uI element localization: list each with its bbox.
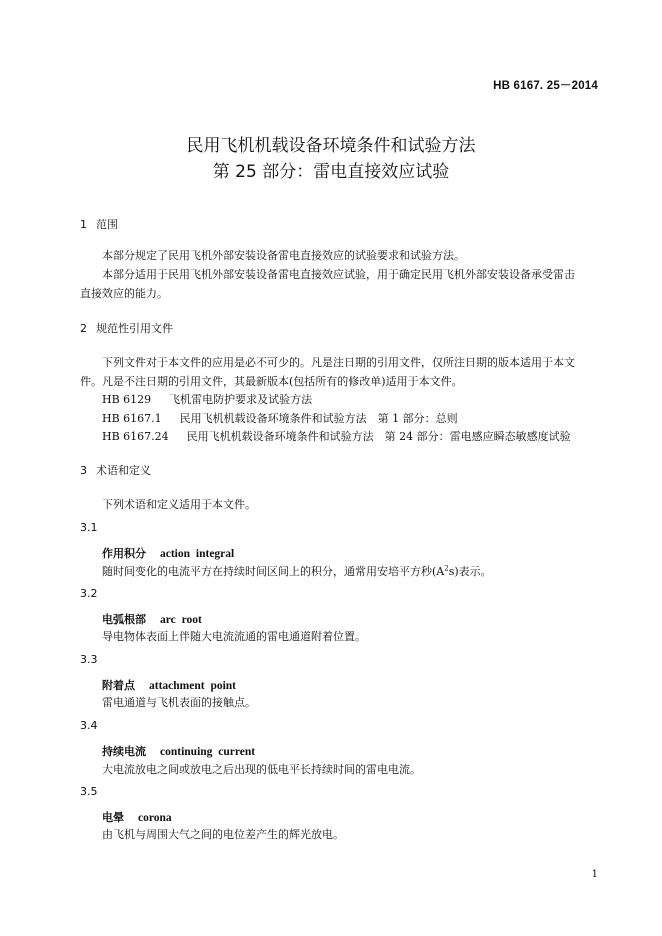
term-number: 3.5 <box>80 785 98 798</box>
term-heading <box>102 743 255 759</box>
reference-item <box>102 428 571 444</box>
title-line-2: 第 25 部分：雷电直接效应试验 <box>212 162 450 182</box>
superscript-2: 2 <box>444 564 449 573</box>
reference-title: 飞机雷电防护要求及试验方法 <box>169 393 313 406</box>
page-number: 1 <box>591 869 598 880</box>
term-zh: 附着点 <box>102 679 135 692</box>
section-3-intro: 下列术语和定义适用于本文件。 <box>102 498 256 511</box>
term-number: 3.1 <box>80 521 98 534</box>
standard-code: HB 6167. 25－2014 <box>493 80 598 92</box>
section-3-heading <box>80 462 151 478</box>
term-definition: 随时间变化的电流平方在持续时间区间上的积分，通常用安培平方秒$(A^2s)$表示。 <box>102 564 492 578</box>
reference-code: HB 6167.1 <box>102 412 162 425</box>
term-en: continuing current <box>160 746 256 758</box>
section-number: 2 <box>80 322 87 335</box>
reference-title: 民用飞机机载设备环境条件和试验方法 第 24 部分：雷电感应瞬态敏感度试验 <box>186 430 571 443</box>
term-en: arc root <box>160 614 202 626</box>
term-zh: 电弧根部 <box>102 613 146 626</box>
term-definition: 由飞机与周围大气之间的电位差产生的辉光放电。 <box>102 828 344 841</box>
term-heading <box>102 809 172 825</box>
term-en: attachment point <box>149 680 237 692</box>
term-definition: 雷电通道与飞机表面的接触点。 <box>102 696 256 709</box>
term-heading <box>102 611 202 627</box>
term-number: 3.2 <box>80 587 98 600</box>
reference-title: 民用飞机机载设备环境条件和试验方法 第 1 部分：总则 <box>179 412 458 425</box>
section-1-heading <box>80 216 118 232</box>
section-1-paragraph-2: 本部分适用于民用飞机外部安装设备雷电直接效应试验，用于确定民用飞机外部安装设备承受雷击 直接效应的能力。 <box>80 268 575 300</box>
reference-code: HB 6167.24 <box>102 430 169 443</box>
section-1-paragraph-1: 本部分规定了民用飞机外部安装设备雷电直接效应的试验要求和试验方法。 <box>102 249 465 262</box>
term-heading <box>102 545 234 561</box>
term-en: action integral <box>160 548 235 560</box>
section-number: 3 <box>80 464 87 477</box>
term-number: 3.4 <box>80 719 98 732</box>
document-title <box>0 133 662 185</box>
term-zh: 作用积分 <box>102 547 146 560</box>
term-en: corona <box>138 812 172 824</box>
term-zh: 持续电流 <box>102 745 146 758</box>
reference-code: HB 6129 <box>102 393 152 406</box>
term-definition: 大电流放电之间或放电之后出现的低电平长持续时间的雷电电流。 <box>102 763 421 776</box>
term-heading <box>102 677 236 693</box>
term-definition: 导电物体表面上伴随大电流流通的雷电通道附着位置。 <box>102 630 366 643</box>
section-number: 1 <box>80 218 87 231</box>
section-title: 规范性引用文件 <box>96 322 173 335</box>
title-line-1: 民用飞机机载设备环境条件和试验方法 <box>186 136 476 156</box>
term-zh: 电晕 <box>102 811 124 824</box>
reference-item <box>102 391 312 407</box>
term-number: 3.3 <box>80 653 98 666</box>
section-2-heading <box>80 320 173 336</box>
reference-item <box>102 410 458 426</box>
section-title: 术语和定义 <box>96 464 151 477</box>
section-title: 范围 <box>96 218 118 231</box>
section-2-paragraph: 下列文件对于本文件的应用是必不可少的。凡是注日期的引用文件，仅所注日期的版本适用于本文 件。凡是不注日期的引用文件，其最新版本(包括所有的修改单)适用于本文件。 <box>80 356 575 388</box>
